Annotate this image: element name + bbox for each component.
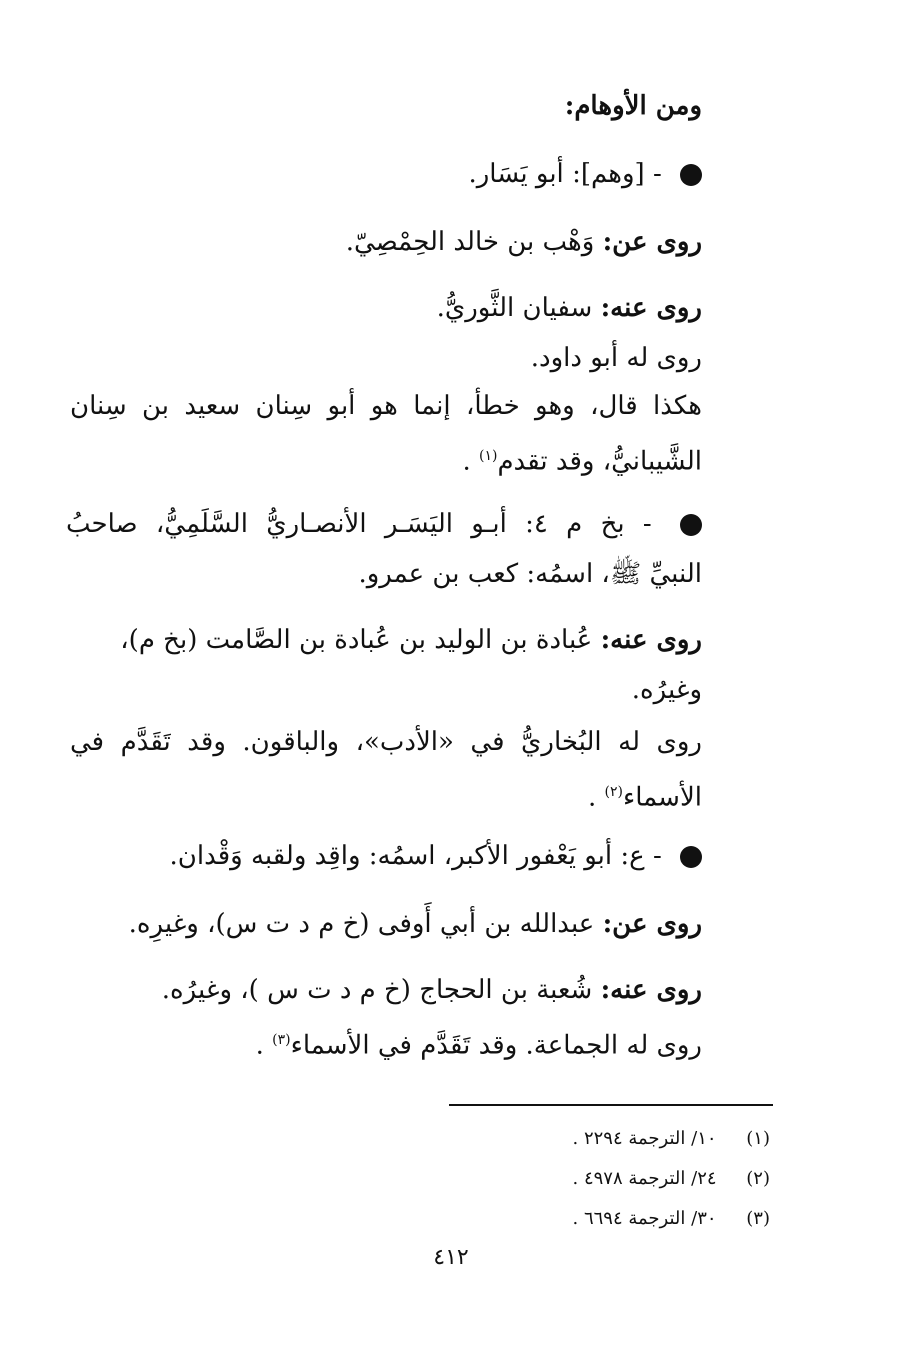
entry-1-line-3: الشَّيبانيُّ، وقد تقدم$^{(١)}$ . <box>462 446 702 477</box>
footnote-3 <box>573 1206 770 1232</box>
entry-1-name: أبو يَسَار. <box>468 159 564 189</box>
footnote-text: ٣٠/ الترجمة ٦٦٩٤ . <box>572 1208 717 1229</box>
narrated-by-label: روى عنه: <box>600 625 702 655</box>
footnote-number: (٣) <box>746 1208 770 1229</box>
entry-1-narrated-by <box>62 288 702 328</box>
entry-2-line-2: النبيِّ ﷺ، اسمُه: كعب بن عمرو. <box>358 559 702 589</box>
entry-2-narrated-by <box>62 620 702 660</box>
footnote-number: (١) <box>746 1128 770 1149</box>
bullet-icon <box>680 514 702 536</box>
entry-3-label: - ع: <box>620 841 662 871</box>
footnote-ref-2[interactable]: (٢) <box>604 784 623 800</box>
entry-1-line-1: روى له أبو داود. <box>530 343 702 373</box>
footnote-ref-3[interactable]: (٣) <box>272 1032 291 1048</box>
footnote-2 <box>573 1166 770 1192</box>
entry-1-line-2: هكذا قال، وهو خطأ، إنما هو أبو سِنان سعيد بن سِنان <box>70 391 702 421</box>
footnote-1 <box>573 1126 770 1152</box>
narrated-from-label: روى عن: <box>602 227 702 257</box>
narrated-from-text: عبدالله بن أبي أَوفى (خ م د ت س)، وغيرِه. <box>128 909 595 939</box>
footnote-divider <box>449 1104 773 1106</box>
bullet-icon <box>680 164 702 186</box>
entry-3-last-line: روى له الجماعة. وقد تَقَدَّم في الأسماء$^{(٣)}$ . <box>255 1030 702 1061</box>
page-number: ٤١٢ <box>433 1245 469 1270</box>
narrated-from-text: وَهْب بن خالد الحِمْصِيّ. <box>345 227 595 257</box>
footnote-text: ٢٤/ الترجمة ٤٩٧٨ . <box>572 1168 717 1189</box>
narrated-by-text: عُبادة بن الوليد بن عُبادة بن الصَّامت (بخ م)، <box>120 625 593 655</box>
entry-3-header <box>62 836 702 876</box>
entry-2-label: - بخ م ٤: <box>525 509 652 539</box>
footnote-ref-1[interactable]: (١) <box>478 448 498 464</box>
narrated-by-text: سفيان الثَّوريُّ. <box>436 293 593 323</box>
entry-1-header <box>62 154 702 194</box>
entry-2-line-3: روى له البُخاريُّ في «الأدب»، والباقون. وقد تَقَدَّم في <box>70 727 702 757</box>
bullet-icon <box>680 846 702 868</box>
entry-1-label: - [وهم]: <box>572 159 662 189</box>
narrated-by-text: شُعبة بن الحجاج (خ م د ت س )، وغيرُه. <box>161 975 593 1005</box>
entry-3-narrated-by <box>62 970 702 1010</box>
entry-3-narrated-from <box>62 904 702 944</box>
entry-2-header <box>66 504 702 544</box>
narrated-from-label: روى عن: <box>602 909 702 939</box>
entry-2-line-4: الأسماء$^{(٢)}$ . <box>587 782 702 813</box>
entry-2-narrated-by-cont: وغيرُه. <box>631 675 702 705</box>
narrated-by-label: روى عنه: <box>600 975 702 1005</box>
narrated-by-label: روى عنه: <box>600 293 702 323</box>
footnote-number: (٢) <box>746 1168 770 1189</box>
entry-3-name: أبو يَعْفور الأكبر، اسمُه: واقِد ولقبه وَقْدان. <box>169 841 613 871</box>
section-heading: ومن الأوهام: <box>564 91 702 121</box>
footnote-text: ١٠/ الترجمة ٢٢٩٤ . <box>572 1128 717 1149</box>
entry-2-name: أبـو اليَسَـر الأنصـاريُّ السَّلَمِيُّ، صاحبُ <box>66 509 507 539</box>
entry-1-narrated-from <box>62 222 702 262</box>
